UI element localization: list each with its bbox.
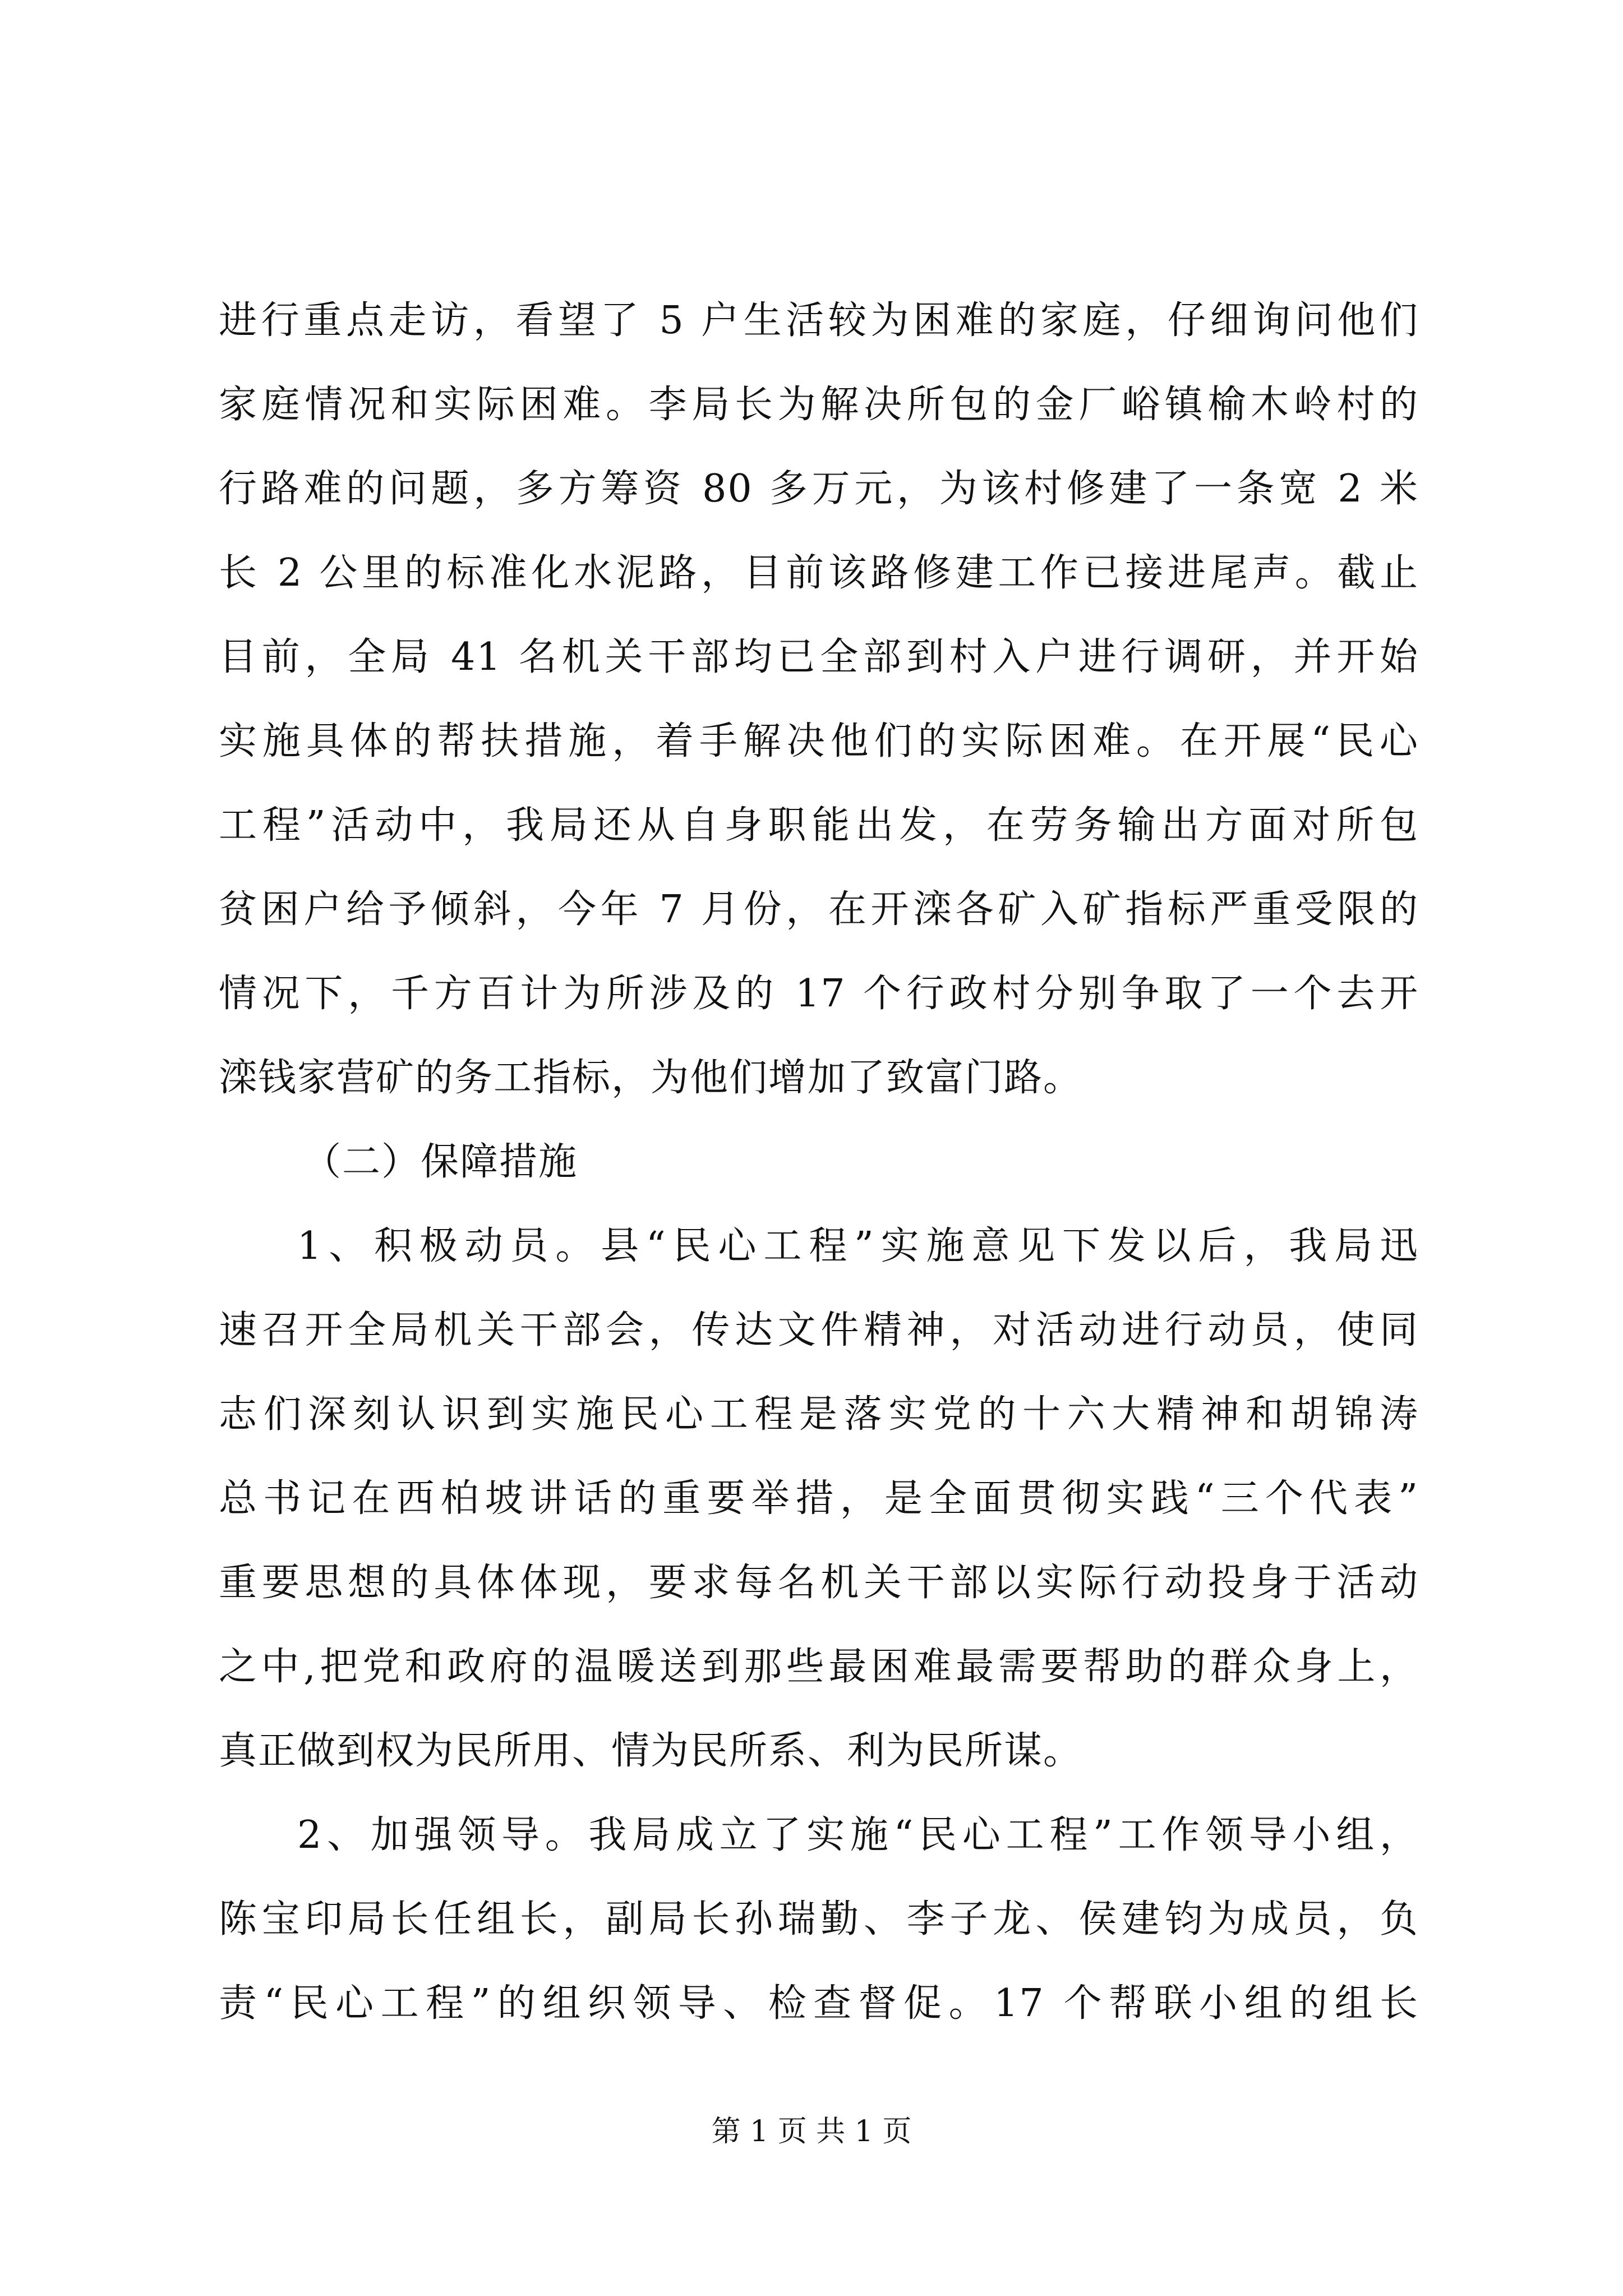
text-line: 之中,把党和政府的温暖送到那些最困难最需要帮助的群众身上， [219,1645,1419,1689]
text-line: 重要思想的具体体现，要求每名机关干部以实际行动投身于活动 [219,1561,1419,1605]
text-line: 责“民心工程”的组织领导、检查督促。17 个帮联小组的组长 [219,1981,1419,2026]
text-line: 情况下，千方百计为所涉及的 17 个行政村分别争取了一个去开 [219,972,1419,1016]
section-heading: （二）保障措施 [303,1140,578,1184]
text-line: 进行重点走访，看望了 5 户生活较为困难的家庭，仔细询问他们 [219,298,1419,343]
text-line: 工程”活动中，我局还从自身职能出发，在劳务输出方面对所包 [219,803,1419,848]
text-line: 2、加强领导。我局成立了实施“民心工程”工作领导小组， [297,1813,1419,1857]
text-line: 实施具体的帮扶措施，着手解决他们的实际困难。在开展“民心 [219,719,1419,763]
text-line: 速召开全局机关干部会，传达文件精神，对活动进行动员，使同 [219,1308,1419,1352]
text-line: 陈宝印局长任组长，副局长孙瑞勤、李子龙、侯建钧为成员，负 [219,1897,1419,1941]
text-line: 志们深刻认识到实施民心工程是落实党的十六大精神和胡锦涛 [219,1392,1419,1437]
text-line: 家庭情况和实际困难。李局长为解决所包的金厂峪镇榆木岭村的 [219,383,1419,427]
text-line: 行路难的问题，多方筹资 80 多万元，为该村修建了一条宽 2 米 [219,467,1419,511]
text-line: 1、积极动员。县“民心工程”实施意见下发以后，我局迅 [297,1224,1419,1268]
text-line: 总书记在西柏坡讲话的重要举措，是全面贯彻实践“三个代表” [219,1476,1419,1521]
page-number-footer: 第 1 页 共 1 页 [711,2115,912,2148]
text-line: 滦钱家营矿的务工指标，为他们增加了致富门路。 [219,1056,1083,1100]
text-line: 长 2 公里的标准化水泥路，目前该路修建工作已接进尾声。截止 [219,551,1419,595]
text-line: 目前，全局 41 名机关干部均已全部到村入户进行调研，并开始 [219,635,1419,679]
text-line: 贫困户给予倾斜，今年 7 月份，在开滦各矿入矿指标严重受限的 [219,887,1419,932]
text-line: 真正做到权为民所用、情为民所系、利为民所谋。 [219,1729,1083,1773]
